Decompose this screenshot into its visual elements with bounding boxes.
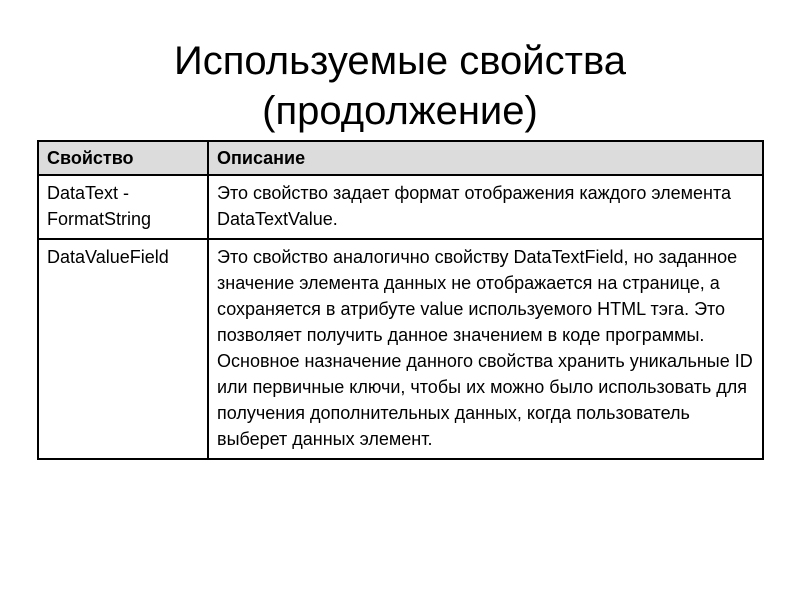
table-row: [38, 175, 763, 239]
slide-title-line-1: Используемые свойства: [173, 39, 626, 83]
properties-table: [37, 140, 764, 460]
column-header-property: Свойство: [38, 141, 208, 175]
property-name-cell: DataValueField: [38, 239, 208, 459]
slide-title: [0, 36, 800, 136]
column-header-description: Описание: [208, 141, 763, 175]
table-row: [38, 239, 763, 459]
slide-title-line-2: (продолжение): [262, 89, 538, 133]
property-name-cell: DataText - FormatString: [38, 175, 208, 239]
property-description-cell: Это свойство аналогично свойству DataTextField, но заданное значение элемента данных не отображается на странице, а сохраняется в атрибуте value используемого HTML тэга. Это позволяет получить данное значением в коде программы. Основное назначение данного свойства хранить уникальные ID или первичные ключи, чтобы их можно было использовать для получения дополнительных данных, когда пользователь выберет данных элемент.: [208, 239, 763, 459]
table-header-row: [38, 141, 763, 175]
property-description-cell: Это свойство задает формат отображения каждого элемента DataTextValue.: [208, 175, 763, 239]
